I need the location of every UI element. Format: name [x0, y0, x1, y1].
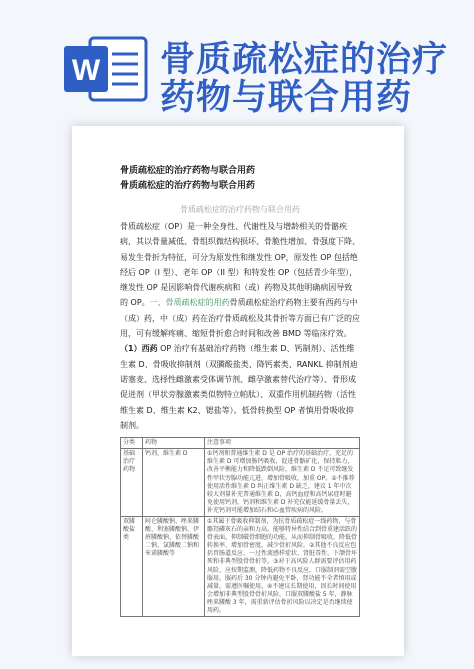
drug-table	[120, 437, 360, 617]
doc-heading-1: 骨质疏松症的治疗药物与联合用药	[120, 166, 256, 176]
subsection-text: OP 治疗有基础治疗药物（维生素 D、钙制剂）、活性维生素 D、骨吸收抑制剂（双膦酸盐类、降钙素类、RANKL 抑制剂迪诺塞麦、选择性雌激素受体调节剂、雌孕激素替代治疗等）、骨形成促进剂（甲状旁腺激素类似物特立帕肽）、双重作用机制药物（活性维生素 D、维生素 K2、锶盐等）。低骨转换型 OP 者慎用骨吸收抑制剂。	[120, 344, 358, 430]
table-cell-drug: 钙剂，维生素 D	[143, 449, 205, 517]
table-header-cell: 分类	[121, 438, 143, 449]
header-banner	[0, 0, 474, 120]
doc-subtitle: 骨质疏松症的治疗药物与联合用药	[180, 205, 300, 214]
table-cell-category: 双膦酸盐类	[121, 517, 143, 617]
table-header-cell: 注意事项	[205, 438, 360, 449]
word-document-icon	[60, 32, 150, 106]
section-1-text: 骨质疏松症治疗药物主要有西药与中（成）药，中（成）药在治疗骨质疏松及其骨折等方面已有广泛的应用，可有缓解疼痛、缩短骨折愈合时间和改善 BMD 等临床疗效。	[120, 298, 360, 339]
table-cell-notes: ①其属于骨吸收抑制剂，为抗骨质疏松症一线药物，与骨骼羟磷灰石的亲和力高，能够特异性结合到骨重建活跃的骨表面，抑制破骨细胞的功能，从而抑制骨吸收，降低骨转换率，增加骨密度，减少骨折风险。②其他不良反应包括胃肠道反应、一过性流感样症状、肾脏毒性、下颌骨坏死和非典型股骨骨折等。③对于高风险人群需要评估用药风险，应按期监测，降低药物不良反应，口服制剂需空腹服用，服药后 30 分钟内避免平卧，肾功能不全者慎用或减量，需遵医嘱使用。④不建议长期使用，因长时间使用会增加非典型股骨骨折风险，口服双膦酸盐 5 年，静脉唑来膦酸 3 年，需重新评估骨折风险以决定是否继续使用药。	[205, 517, 360, 617]
table-row	[121, 517, 360, 617]
document-page	[72, 126, 404, 656]
table-cell-drug: 阿仑膦酸钠、唑来膦酸、利塞膦酸钠、伊班膦酸钠、依替膦酸二钠、氯膦酸二钠和米诺膦酸等	[143, 517, 205, 617]
doc-heading-2: 骨质疏松症的治疗药物与联合用药	[120, 181, 256, 191]
doc-paragraph	[120, 219, 360, 433]
table-cell-category: 基础治疗药物	[121, 449, 143, 517]
subsection-title: （1）西药	[120, 344, 158, 354]
banner-title-line1: 骨质疏松症的治疗	[160, 40, 449, 80]
paragraph-intro: 骨质疏松症（OP）是一种全身性、代谢性及与增龄相关的骨骼疾病，其以骨量减低、骨组织微结构损坏、骨脆性增加、骨强度下降、易发生骨折为特征，可分为原发性和继发性 OP，原发性 OP 包括绝经后 OP（I 型）、老年 OP（II 型）和特发性 OP（包括青少年型），继发性 OP 是因影响骨代谢疾病和（或）药物及其他明确病因导致的 OP。	[120, 222, 360, 308]
banner-title-line2: 药物与联合用药	[160, 78, 413, 118]
table-row	[121, 449, 360, 517]
svg-text:W: W	[71, 54, 101, 87]
table-cell-notes: ①钙剂和普通维生素 D 是 OP 治疗的基础治疗，充足的维生素 D 可增加肠钙吸收，促进骨骼矿化，保持肌力，改善平衡能力和降低跌倒风险，维生素 D 不足可致继发性甲状旁腺功能亢进，增加骨吸收，加重 OP。②不推荐使用活性维生素 D 纠正维生素 D 缺乏，建议 1 年中次较大剂量补充普通维生素 D，高钙血症和高钙尿症时避免使用钙剂，钙剂和维生素 D 补充仅能延缓骨量丢失，补充钙剂可能增加结石和心血管疾病的风险。	[205, 449, 360, 517]
table-header-cell: 药物	[143, 438, 205, 449]
section-1-title: 一、骨质疏松症的用药	[149, 298, 230, 308]
table-header-row	[121, 438, 360, 449]
document-content	[120, 164, 360, 617]
